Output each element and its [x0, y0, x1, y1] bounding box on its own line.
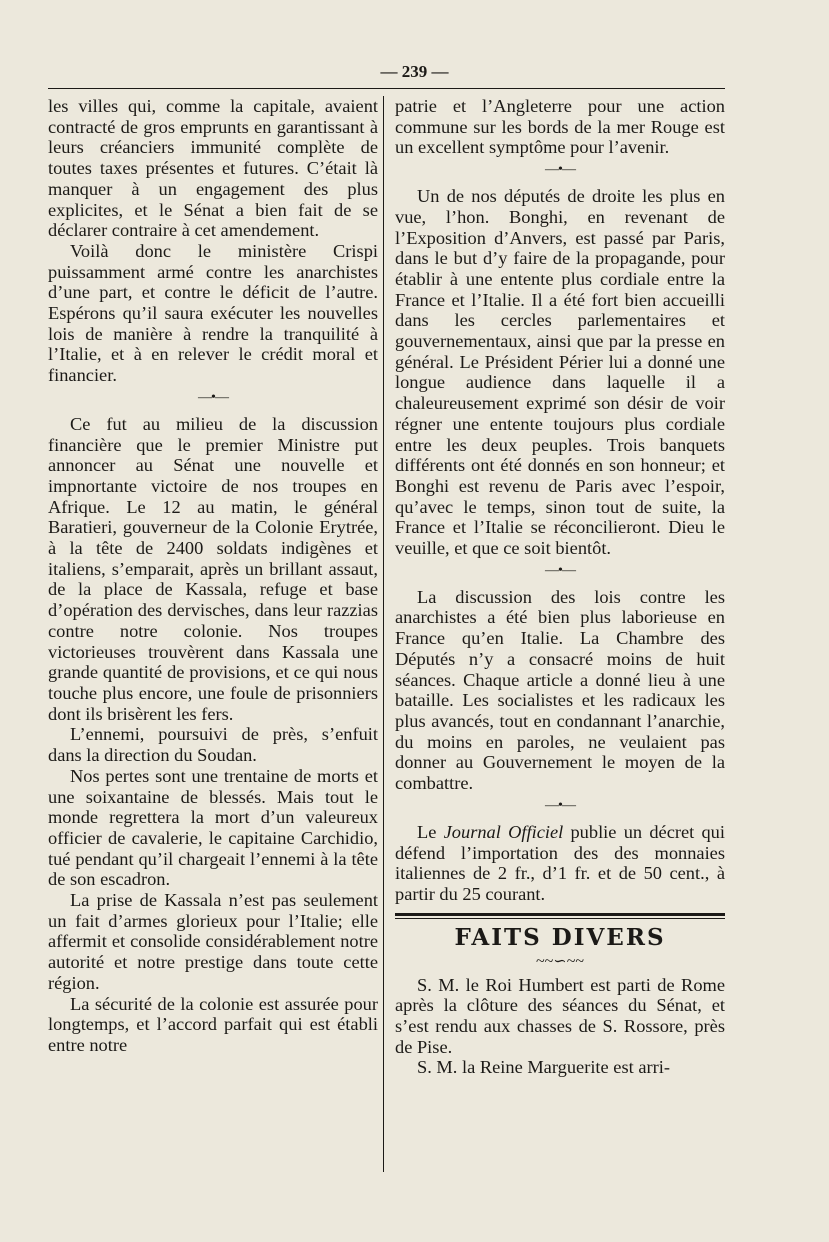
paragraph: les villes qui, comme la capitale, avaient contracté de gros emprunts en garantissant à leurs créanciers immunité complète de toutes taxes présentes et futures. C’était là manquer à un engagement des plus explicites, et le Sénat a bien fait de se déclarer contraire à cet amendement.: [48, 96, 378, 241]
paragraph: Nos pertes sont une trentaine de morts et une soixantaine de blessés. Mais tout le monde regrettera la mort d’un valeureux officier de cavalerie, le capitaine Carchidio, tué pendant qu’il chargeait l’ennemi à la tête de son escadron.: [48, 765, 378, 890]
header-rule: [48, 88, 725, 89]
left-column: [48, 96, 378, 1056]
swash-ornament: ~~∽~~: [535, 952, 585, 970]
paragraph: Un de nos députés de droite les plus en vue, l’hon. Bonghi, en revenant de l’Exposition d’Anvers, est passé par Paris, dans le but d’y faire de la propagande, pour établir à une entente plus cordiale entre la France et l’Italie. Il a été fort bien accueilli dans les cercles parlementaires et gouvernementaux, ainsi que par la presse en général. Le Président Périer lui a donné une longue audience dans laquelle il a chaleureusement exprimé son désir de voir régner une entente toujours plus cordiale entre les deux peuples. Trois banquets différents ont été donnés en son honneur; et Bonghi est revenu de Paris avec l’espoir, qu’avec le temps, sinon tout de suite, la France et l’Italie se réconcilieront. Dieu le veuille, et que ce soit bientôt.: [395, 186, 725, 559]
paragraph: S. M. le Roi Humbert est parti de Rome après la clôture des séances du Sénat, et s’est rendu aux chasses de S. Rossore, près de Pise.: [395, 974, 725, 1057]
column-divider: [383, 96, 384, 1172]
section-ornament: —•—: [198, 389, 228, 405]
paragraph: L’ennemi, poursuivi de près, s’enfuit dans la direction du Soudan.: [48, 724, 378, 766]
paragraph: Voilà donc le ministère Crispi puissamment armé contre les anarchistes d’une part, et contre le déficit de l’autre. Espérons qu’il saura exécuter les nouvelles lois de manière à rendre la tranquilité à l’Italie, et à en relever le crédit moral et financier.: [48, 240, 378, 386]
paragraph: La prise de Kassala n’est pas seulement un fait d’armes glorieux pour l’Italie; elle affermit et consolide considérablement notre autorité et notre prestige dans toute cette région.: [48, 890, 378, 993]
paragraph: La discussion des lois contre les anarchistes a été bien plus laborieuse en France qu’en Italie. La Chambre des Députés n’y a consacré moins de huit séances. Chaque article a donné lieu à une bataille. Les socialistes et les radicaux les plus avancés, tout en condannant l’anarchie, du moins en paroles, ne veulaient pas donner au Gouvernement le moyen de la combattre.: [395, 586, 725, 794]
decree-text: publie un décret qui défend l’importation des des monnaies italiennes de 2 fr., d’1 fr. et de 50 cent., à partir du 25 courant.: [395, 821, 725, 904]
heading-rule: [395, 913, 725, 919]
decree-lead: Le: [417, 821, 444, 842]
section-ornament: —•—: [545, 562, 575, 578]
page-number: — 239 —: [380, 62, 449, 81]
faits-divers-header: [395, 913, 725, 971]
paragraph: patrie et l’Angleterre pour une action commune sur les bords de la mer Rouge est un excellent symptôme pour l’avenir.: [395, 96, 725, 158]
paragraph: La sécurité de la colonie est assurée pour longtemps, et l’accord parfait qui est établi entre notre: [48, 993, 378, 1055]
paragraph: S. M. la Reine Marguerite est arri-: [417, 1057, 670, 1078]
right-column: [395, 96, 725, 1078]
section-heading: FAITS DIVERS: [454, 923, 666, 951]
section-ornament: —•—: [545, 797, 575, 813]
decree-paragraph: [395, 822, 725, 905]
paragraph: Ce fut au milieu de la discussion financière que le premier Ministre put annoncer au Sénat une nouvelle et impnortante victoire de nos troupes en Afrique. Le 12 au matin, le général Baratieri, gouverneur de la Colonie Erytrée, à la tête de 2400 soldats indigènes et italiens, s’emparait, après un brillant assaut, de la place de Kassala, refuge et base d’opération des dervisches, dans leur razzias contre notre colonie. Nos troupes victorieuses trouvèrent dans Kassala une grande quantité de provisions, et ce qui nous touche plus encore, une foule de prisonniers dont ils brisèrent les fers.: [48, 413, 378, 724]
journal-title: Journal Officiel: [443, 821, 564, 842]
section-ornament: —•—: [545, 162, 575, 178]
